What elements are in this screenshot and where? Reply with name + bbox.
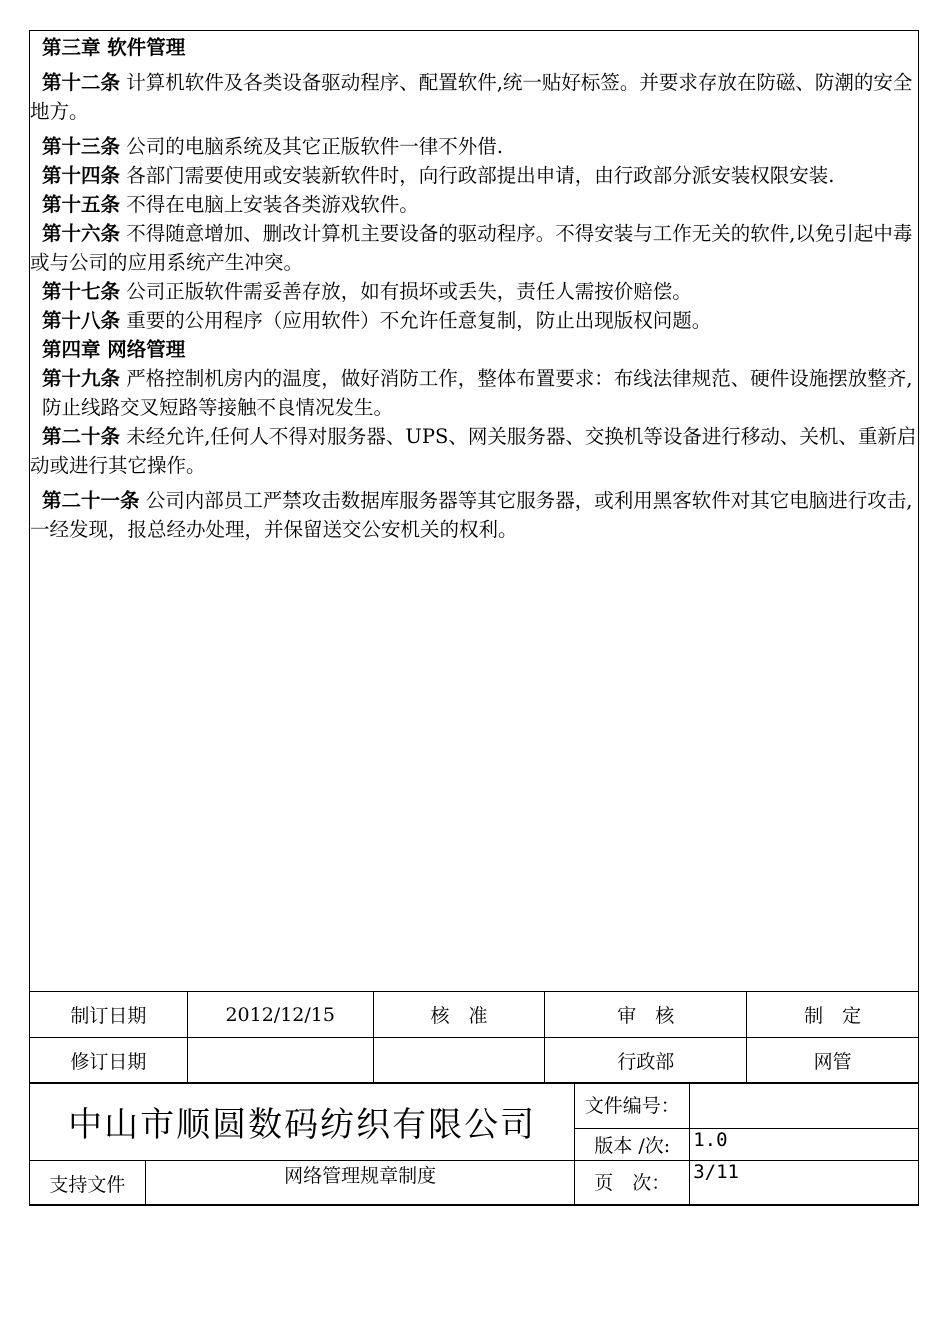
approval-row-revised [30,1038,919,1084]
article-20: 第二十条 未经允许,任何人不得对服务器、UPS、网关服务器、交换机等设备进行移动、关机、重新启动或进行其它操作。 [30,425,917,477]
revised-date-label: 修订日期 [30,1038,188,1084]
article-13: 第十三条 公司的电脑系统及其它正版软件一律不外借. [42,135,503,158]
article-21: 第二十一条 公司内部员工严禁攻击数据库服务器等其它服务器，或利用黑客软件对其它电脑进行攻击,一经发现，报总经办处理，并保留送交公安机关的权利。 [30,489,913,541]
approval-row-created [30,992,919,1038]
article-16: 第十六条 不得随意增加、删改计算机主要设备的驱动程序。不得安装与工作无关的软件,以免引起中毒或与公司的应用系统产生冲突。 [30,222,913,274]
created-date-label: 制订日期 [30,992,188,1038]
article-18: 第十八条 重要的公用程序（应用软件）不允许任意复制，防止出现版权问题。 [42,309,712,332]
author-value: 网管 [747,1038,919,1084]
doc-number-row [30,1083,919,1129]
document-frame [29,30,919,1205]
doc-number-label: 文件编号： [575,1083,690,1129]
review-value: 行政部 [545,1038,747,1084]
support-row [30,1161,919,1206]
article-19: 第十九条 严格控制机房内的温度，做好消防工作，整体布置要求：布线法律规范、硬件设施摆放整齐,防止线路交叉短路等接触不良情况发生。 [42,367,913,419]
created-date-value: 2012/12/15 [187,992,373,1038]
approval-table [29,991,919,1084]
approve-value [373,1038,545,1084]
version-value: 1.0 [690,1129,919,1161]
doc-number-value [690,1083,919,1129]
review-header: 审 核 [545,992,747,1038]
page-label: 页 次： [575,1161,690,1206]
approve-header: 核 准 [373,992,545,1038]
article-15: 第十五条 不得在电脑上安装各类游戏软件。 [42,193,419,216]
author-header: 制 定 [747,992,919,1038]
revised-date-value [187,1038,373,1084]
document-body [30,31,918,991]
company-name: 中山市顺圆数码纺织有限公司 [30,1083,575,1161]
version-label: 版本 /次: [575,1129,690,1161]
article-12: 第十二条 计算机软件及各类设备驱动程序、配置软件,统一贴好标签。并要求存放在防磁、防潮的安全地方。 [30,71,913,123]
document-info-table [29,1082,919,1206]
article-14: 第十四条 各部门需要使用或安装新软件时，向行政部提出申请，由行政部分派安装权限安装. [42,164,835,187]
page-value: 3/11 [690,1161,919,1206]
article-17: 第十七条 公司正版软件需妥善存放，如有损坏或丢失，责任人需按价赔偿。 [42,280,692,303]
support-value: 网络管理规章制度 [145,1161,574,1206]
chapter-3-heading: 第三章 软件管理 [42,36,186,59]
chapter-4-heading: 第四章 网络管理 [42,338,186,361]
support-label: 支持文件 [30,1161,146,1206]
